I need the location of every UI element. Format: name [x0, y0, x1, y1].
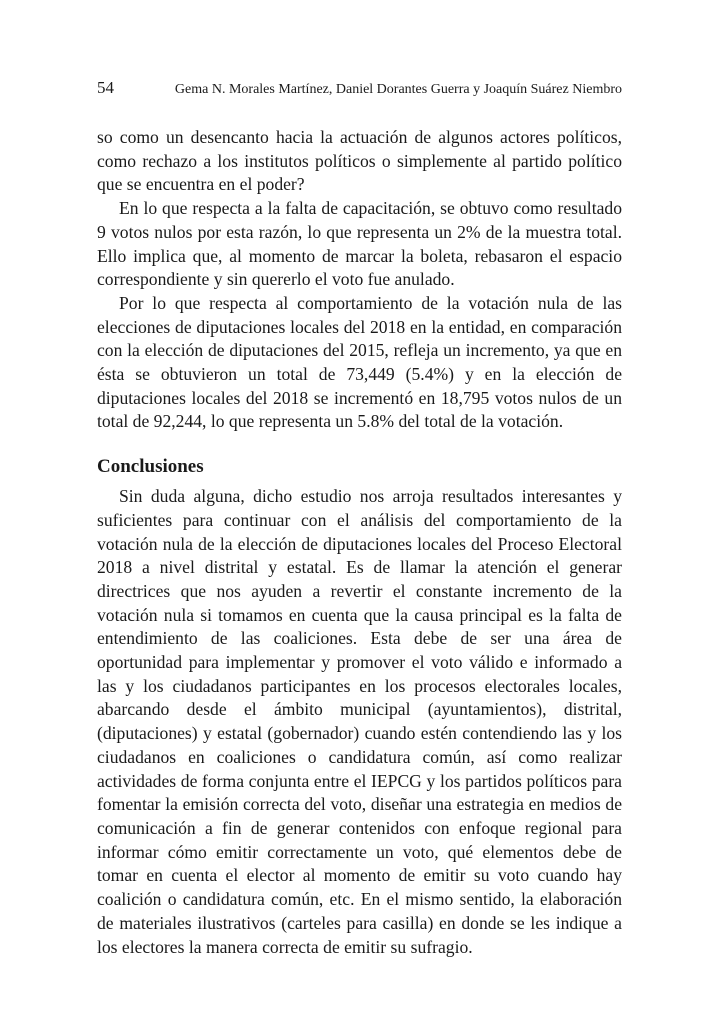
- paragraph-capacitacion: En lo que respecta a la falta de capacitación, se obtuvo como resultado 9 votos nulos por esta razón, lo que representa un 2% de la muestra total. Ello implica que, al momento de marcar la boleta, rebasaron el espacio correspondiente y sin quererlo el voto fue anulado.: [97, 198, 622, 290]
- document-page: [97, 78, 622, 959]
- body-text: [97, 126, 622, 959]
- paragraph-comportamiento: Por lo que respecta al comportamiento de la votación nula de las elecciones de diputaciones locales del 2018 en la entidad, en comparación con la elección de diputaciones del 2015, refleja un incremento, ya que en ésta se obtuvieron un total de 73,449 (5.4%) y en la elección de diputaciones locales del 2018 se incrementó en 18,795 votos nulos de un total de 92,244, lo que representa un 5.8% del total de la votación.: [97, 292, 622, 432]
- page-number: 54: [97, 78, 114, 97]
- section-heading-conclusiones: Conclusiones: [97, 456, 204, 478]
- paragraph-conclusiones: Sin duda alguna, dicho estudio nos arroja resultados interesantes y suficientes para continuar con el análisis del comportamiento de la votación nula de la elección de diputaciones locales del Proceso Electoral 2018 a nivel distrital y estatal. Es de llamar la atención el generar directrices que nos ayuden a revertir el constante incremento de la votación nula si tomamos en cuenta que la causa principal es la falta de entendimiento de las coaliciones. Esta debe de ser una área de oportunidad para implementar y promover el voto válido e informado a las y los ciudadanos participantes en los procesos electorales locales, abarcando desde el ámbito municipal (ayuntamientos), distrital, (diputaciones) y estatal (gobernador) cuando estén contendiendo las y los ciudadanos en coaliciones o candidatura común, así como realizar actividades de forma conjunta entre el IEPCG y los partidos políticos para fomentar la emisión correcta del voto, diseñar una estrategia en medios de comunicación a fin de generar contenidos con enfoque regional para informar cómo emitir correctamente un voto, qué elementos debe de tomar en cuenta el elector al momento de emitir su voto cuando hay coalición o candidatura común, etc. En el mismo sentido, la elaboración de materiales ilustrativos (carteles para casilla) en donde se les indique a los electores la manera correcta de emitir su sufragio.: [97, 486, 622, 957]
- paragraph-continued: so como un desencanto hacia la actuación de algunos actores políticos, como rechazo a los institutos políticos o simplemente al partido político que se encuentra en el poder?: [97, 127, 622, 195]
- running-header-authors: Gema N. Morales Martínez, Daniel Dorantes Guerra y Joaquín Suárez Niembro: [174, 82, 622, 97]
- running-header: [97, 78, 622, 102]
